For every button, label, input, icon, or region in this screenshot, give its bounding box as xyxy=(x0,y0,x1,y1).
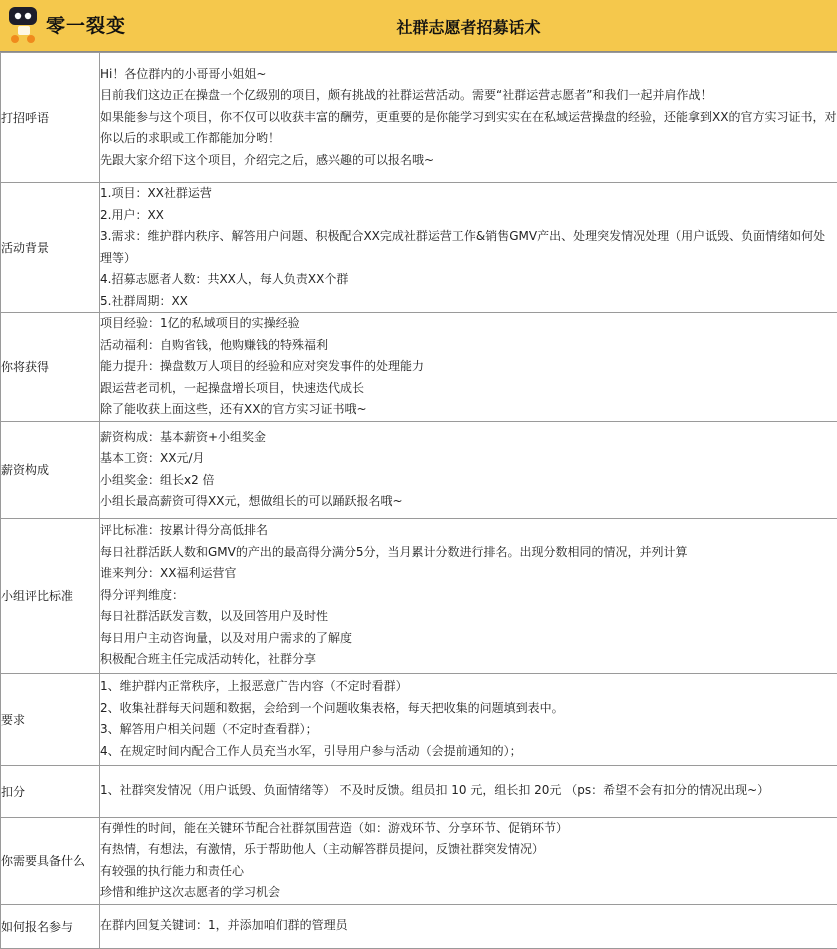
row-label: 要求 xyxy=(1,673,100,765)
row-content xyxy=(100,183,837,313)
content-line: 1、社群突发情况（用户诋毁、负面情绪等） 不及时反馈。组员扣 10 元，组长扣 20元 （ps：希望不会有扣分的情况出现~） xyxy=(100,780,837,802)
script-table xyxy=(0,52,837,949)
content-line: 评比标准：按累计得分高低排名 xyxy=(100,520,837,542)
table-row xyxy=(1,765,837,817)
row-content xyxy=(100,313,837,422)
content-line: 4、在规定时间内配合工作人员充当水军，引导用户参与活动（会提前通知的）； xyxy=(100,741,837,763)
content-line: 得分评判维度： xyxy=(100,585,837,607)
content-line: 每日社群活跃人数和GMV的产出的最高得分满分5分，当月累计分数进行排名。出现分数相同的情况，并列计算 xyxy=(100,542,837,564)
content-line: 积极配合班主任完成活动转化，社群分享 xyxy=(100,649,837,671)
content-line: 1、维护群内正常秩序，上报恶意广告内容（不定时看群） xyxy=(100,676,837,698)
table-row xyxy=(1,673,837,765)
row-content xyxy=(100,673,837,765)
content-line: 如果能参与这个项目，你不仅可以收获丰富的酬劳，更重要的是你能学习到实实在在私域运营操盘的经验，还能拿到XX的官方实习证书，对你以后的求职或工作都能加分哟！ xyxy=(100,107,837,150)
row-label: 打招呼语 xyxy=(1,53,100,183)
content-line: 在群内回复关键词：1，并添加咱们群的管理员 xyxy=(100,915,837,937)
content-line: 有热情，有想法，有激情，乐于帮助他人（主动解答群员提问，反馈社群突发情况） xyxy=(100,839,837,861)
table-row xyxy=(1,183,837,313)
table-row xyxy=(1,313,837,422)
content-line: 跟运营老司机，一起操盘增长项目，快速迭代成长 xyxy=(100,378,837,400)
row-label: 小组评比标准 xyxy=(1,518,100,673)
table-row xyxy=(1,421,837,518)
row-label: 你需要具备什么 xyxy=(1,817,100,904)
content-line: 除了能收获上面这些，还有XX的官方实习证书哦~ xyxy=(100,399,837,421)
content-line: 3.需求：维护群内秩序、解答用户问题、积极配合XX完成社群运营工作&销售GMV产出、处理突发情况处理（用户诋毁、负面情绪如何处理等） xyxy=(100,226,837,269)
row-label: 扣分 xyxy=(1,765,100,817)
row-content xyxy=(100,817,837,904)
content-line: 1.项目：XX社群运营 xyxy=(100,183,837,205)
content-line: Hi！各位群内的小哥哥小姐姐~ xyxy=(100,64,837,86)
content-line: 小组长最高薪资可得XX元，想做组长的可以踊跃报名哦~ xyxy=(100,491,837,513)
row-content xyxy=(100,421,837,518)
content-line: 有弹性的时间，能在关键环节配合社群氛围营造（如：游戏环节、分享环节、促销环节） xyxy=(100,818,837,840)
row-content xyxy=(100,53,837,183)
content-line: 2.用户：XX xyxy=(100,205,837,227)
robot-mascot-icon xyxy=(6,4,40,44)
content-line: 基本工资：XX元/月 xyxy=(100,448,837,470)
content-line: 项目经验：1亿的私域项目的实操经验 xyxy=(100,313,837,335)
content-line: 先跟大家介绍下这个项目，介绍完之后，感兴趣的可以报名哦~ xyxy=(100,150,837,172)
content-line: 目前我们这边正在操盘一个亿级别的项目，颇有挑战的社群运营活动。需要“社群运营志愿者”和我们一起并肩作战！ xyxy=(100,85,837,107)
content-line: 谁来判分：XX福利运营官 xyxy=(100,563,837,585)
content-line: 每日社群活跃发言数，以及回答用户及时性 xyxy=(100,606,837,628)
table-row xyxy=(1,904,837,948)
content-line: 有较强的执行能力和责任心 xyxy=(100,861,837,883)
content-line: 能力提升：操盘数万人项目的经验和应对突发事件的处理能力 xyxy=(100,356,837,378)
content-line: 2、收集社群每天问题和数据，会给到一个问题收集表格，每天把收集的问题填到表中。 xyxy=(100,698,837,720)
content-line: 小组奖金：组长x2 倍 xyxy=(100,470,837,492)
content-line: 珍惜和维护这次志愿者的学习机会 xyxy=(100,882,837,904)
table-row xyxy=(1,53,837,183)
content-line: 活动福利：自购省钱，他购赚钱的特殊福利 xyxy=(100,335,837,357)
row-label: 薪资构成 xyxy=(1,421,100,518)
content-line: 3、解答用户相关问题（不定时查看群）； xyxy=(100,719,837,741)
row-content xyxy=(100,904,837,948)
header-bar xyxy=(0,0,837,52)
content-line: 5.社群周期：XX xyxy=(100,291,837,313)
row-content xyxy=(100,765,837,817)
row-content xyxy=(100,518,837,673)
content-line: 每日用户主动咨询量，以及对用户需求的了解度 xyxy=(100,628,837,650)
table-row xyxy=(1,817,837,904)
brand-name: 零一裂变 xyxy=(46,11,126,38)
row-label: 你将获得 xyxy=(1,313,100,422)
table-row xyxy=(1,518,837,673)
content-line: 薪资构成：基本薪资+小组奖金 xyxy=(100,427,837,449)
content-line: 4.招募志愿者人数：共XX人，每人负责XX个群 xyxy=(100,269,837,291)
row-label: 如何报名参与 xyxy=(1,904,100,948)
row-label: 活动背景 xyxy=(1,183,100,313)
page-title: 社群志愿者招募话术 xyxy=(100,0,837,52)
